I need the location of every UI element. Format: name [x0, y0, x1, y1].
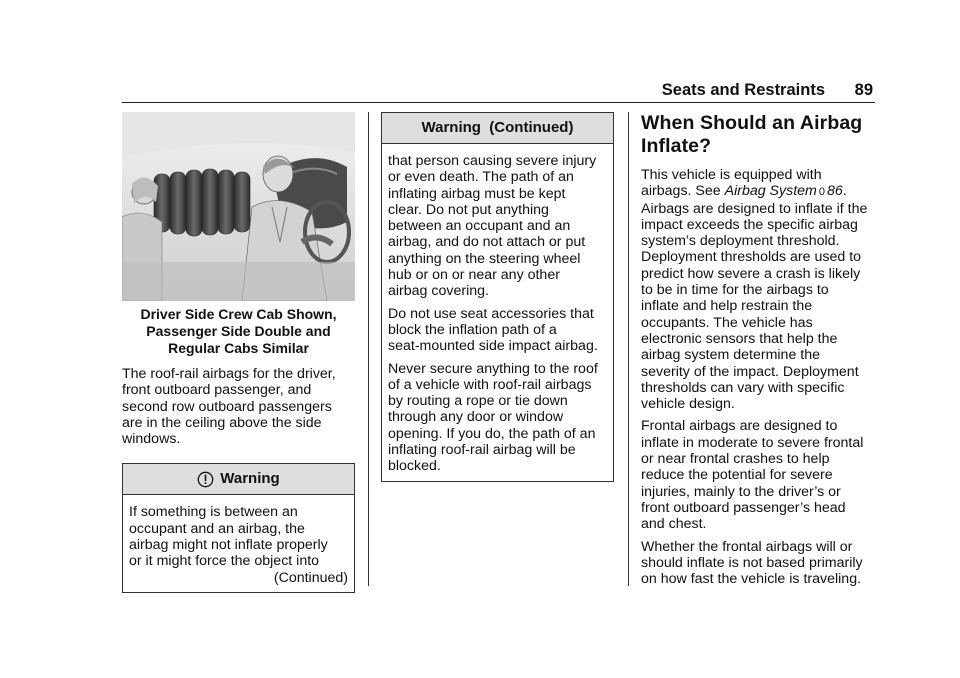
text-line: electronic sensors that help the — [641, 330, 838, 347]
text-line: inflating airbag must be kept — [388, 185, 566, 202]
warning-paragraph — [388, 306, 607, 355]
text-line: that person causing severe injury — [388, 153, 597, 169]
text-line: anything on the steering wheel — [388, 250, 581, 267]
text-line: Whether the frontal airbags will or — [641, 538, 853, 555]
paragraph-frontal-airbags — [641, 418, 877, 532]
text-line: seat-mounted side impact airbag. — [388, 338, 598, 355]
warning-title: Warning — [220, 470, 280, 488]
text-line: Do not use seat accessories that — [388, 305, 594, 322]
column-middle — [381, 112, 614, 482]
airbag-system-link[interactable]: Airbag System — [724, 183, 817, 200]
text-line: of a vehicle with roof-rail airbags — [388, 376, 592, 393]
text-line: Frontal airbags are designed to — [641, 418, 838, 435]
text-line: occupants. The vehicle has — [641, 314, 813, 331]
text-line: on how fast the vehicle is traveling. — [641, 571, 862, 588]
text-line: vehicle design. — [641, 396, 735, 413]
warning-body — [123, 495, 354, 591]
text-line: inflate and help restrain the — [641, 298, 813, 315]
page-ref-number[interactable]: 86 — [827, 183, 843, 200]
text-line: and chest. — [641, 516, 707, 533]
column-right — [641, 112, 877, 593]
text-line — [641, 183, 877, 200]
text-line: inflating roof-rail airbag will be — [388, 442, 576, 459]
text-line: system’s deployment threshold. — [641, 233, 840, 250]
text-line: If something is between an — [129, 504, 298, 521]
text-line: This vehicle is equipped with — [641, 167, 822, 183]
column-divider — [368, 112, 369, 586]
text-line: to be in time for the airbags to — [641, 282, 829, 299]
column-divider — [628, 112, 629, 586]
text-line: second row outboard passengers — [122, 398, 332, 415]
warning-paragraph — [388, 153, 607, 300]
continued-label: (Continued) — [273, 569, 348, 586]
text-line: front outboard passenger’s head — [641, 499, 846, 516]
text-line: airbag covering. — [388, 283, 489, 300]
text-line: severity of the impact. Deployment — [641, 363, 859, 380]
warning-header — [382, 113, 613, 144]
text-line: between an occupant and an — [388, 218, 571, 235]
text-line: occupant and an airbag, the — [129, 520, 305, 537]
text-line: predict how severe a crash is likely — [641, 265, 861, 282]
text-line: should inflate is not based primarily — [641, 554, 863, 571]
roof-rail-paragraph — [122, 366, 355, 447]
text-line: Airbags are designed to inflate if the — [641, 200, 868, 217]
heading-line: When Should an Airbag — [641, 112, 863, 134]
text-line: hub or on or near any other — [388, 267, 560, 284]
text-line: or near frontal crashes to help — [641, 451, 830, 468]
text-line: windows. — [122, 431, 181, 448]
text-line: are in the ceiling above the side — [122, 414, 322, 431]
text-line: thresholds can vary with specific — [641, 379, 845, 396]
text-line: reduce the potential for severe — [641, 467, 833, 484]
figure-caption — [122, 306, 355, 357]
text-line: impact exceeds the specific airbag — [641, 216, 858, 233]
text-line: airbag system determine the — [641, 347, 821, 364]
warning-icon — [197, 471, 214, 488]
column-left — [122, 112, 355, 593]
text-line: front outboard passenger, and — [122, 382, 312, 399]
text-line: inflate in moderate to severe frontal — [641, 434, 864, 451]
caption-line: Passenger Side Double and — [146, 323, 331, 339]
section-title: Seats and Restraints — [661, 81, 825, 99]
text-line: opening. If you do, the path of an — [388, 425, 596, 442]
page-ref-arrow-icon: 0 — [818, 186, 825, 199]
text-line: blocked. — [388, 458, 441, 475]
text-fragment: . — [842, 183, 847, 200]
roof-rail-airbag-illustration — [122, 112, 355, 301]
section-heading — [641, 112, 877, 158]
warning-paragraph — [388, 361, 607, 475]
page-header — [122, 78, 875, 103]
caption-line: Driver Side Crew Cab Shown, — [140, 306, 337, 322]
paragraph-inflate-speed — [641, 539, 877, 588]
text-line: airbag might not inflate properly — [129, 537, 328, 554]
text-line: airbag, and do not attach or put — [388, 234, 586, 251]
text-line: or even death. The path of an — [388, 169, 574, 186]
text-fragment: airbags. See — [641, 183, 725, 200]
warning-box-continued — [381, 112, 614, 482]
warning-header — [123, 464, 354, 495]
heading-line: Inflate? — [641, 135, 712, 157]
page-number: 89 — [854, 81, 873, 99]
warning-body — [382, 144, 613, 481]
text-line: by routing a rope or tie down — [388, 393, 568, 410]
text-line: Never secure anything to the roof — [388, 360, 598, 377]
text-line: The roof-rail airbags for the driver, — [122, 366, 336, 382]
text-line: injuries, mainly to the driver’s or — [641, 483, 841, 500]
text-line: through any door or window — [388, 409, 564, 426]
text-line: block the inflation path of a — [388, 321, 557, 338]
warning-box — [122, 463, 355, 592]
paragraph-when-inflate — [641, 167, 877, 412]
warning-title: Warning (Continued) — [421, 118, 574, 136]
caption-line: Regular Cabs Similar — [168, 340, 309, 356]
text-line: Deployment thresholds are used to — [641, 249, 862, 266]
text-line: or it might force the object into — [129, 553, 320, 570]
text-line: clear. Do not put anything — [388, 201, 549, 218]
